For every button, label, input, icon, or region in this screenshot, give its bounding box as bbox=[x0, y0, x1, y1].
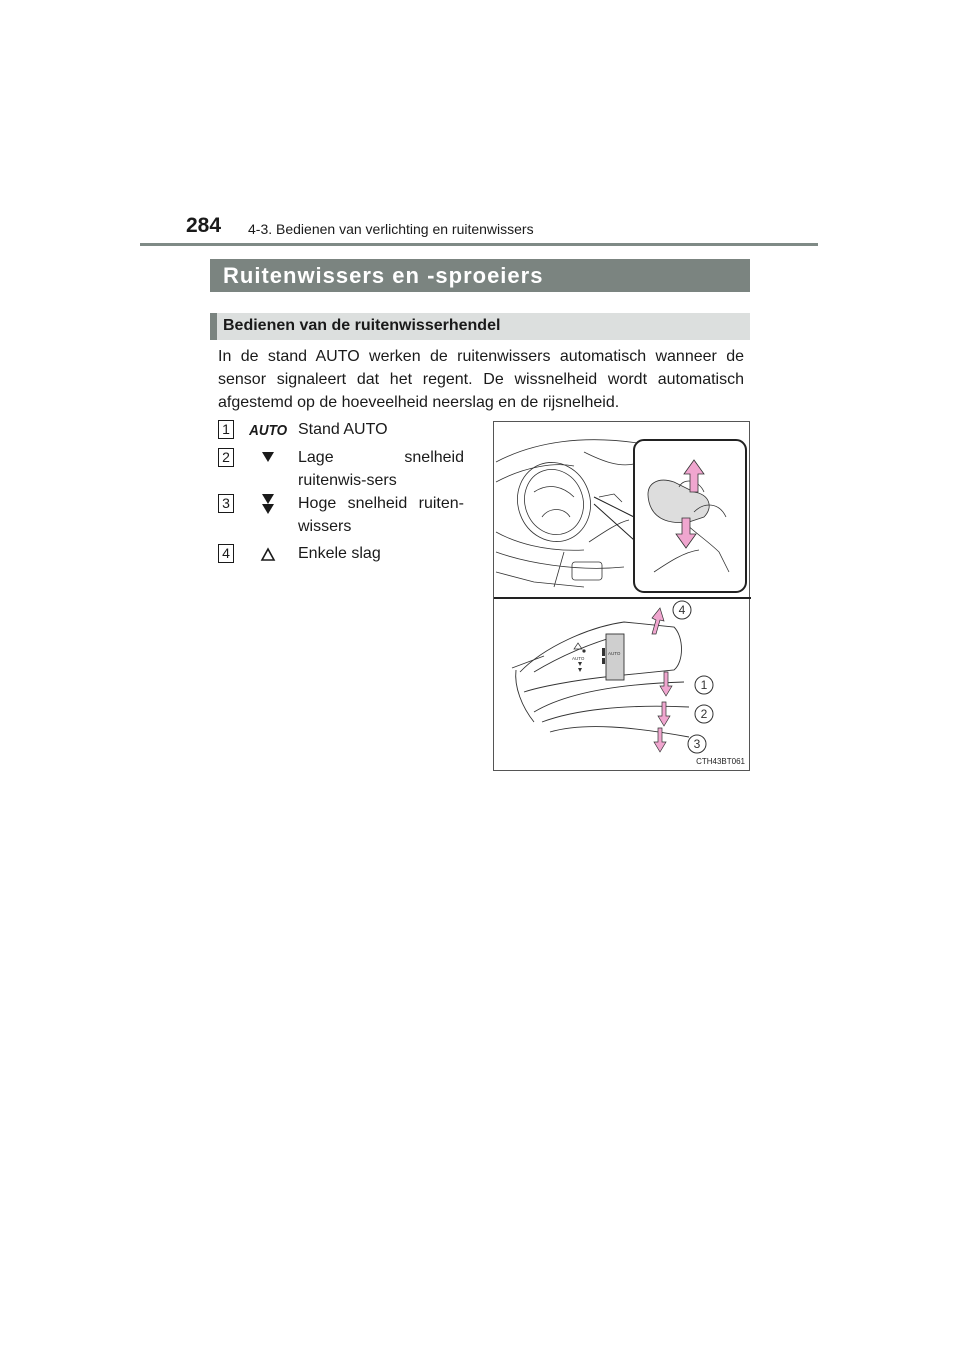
item-number: 3 bbox=[218, 494, 234, 513]
svg-text:1: 1 bbox=[700, 678, 708, 692]
header-rule bbox=[140, 243, 818, 246]
item-text: Lage snelheid ruitenwis-sers bbox=[298, 449, 464, 489]
arrow-auto bbox=[660, 672, 672, 696]
item-text: Hoge snelheid ruiten-wissers bbox=[298, 495, 464, 535]
lever-label-auto-right: AUTO bbox=[608, 651, 621, 656]
svg-text:4: 4 bbox=[678, 603, 686, 617]
item-number: 1 bbox=[218, 420, 234, 439]
callout-3 bbox=[688, 735, 706, 753]
callout-2 bbox=[695, 705, 713, 723]
item-number: 2 bbox=[218, 448, 234, 467]
svg-text:3: 3 bbox=[693, 737, 701, 751]
item-text: Stand AUTO bbox=[298, 421, 388, 438]
cabin-illustration bbox=[496, 440, 644, 587]
single-wipe-triangle-icon bbox=[246, 542, 290, 565]
callout-1 bbox=[695, 676, 713, 694]
arrow-low bbox=[658, 702, 670, 726]
item-number: 4 bbox=[218, 544, 234, 563]
chapter-title: 4-3. Bedienen van verlichting en ruitenwissers bbox=[248, 221, 534, 237]
subsection-title: Bedienen van de ruitenwisserhendel bbox=[210, 313, 750, 340]
single-down-triangle-icon bbox=[246, 446, 290, 469]
double-down-triangle-icon bbox=[246, 492, 290, 515]
item-text: Enkele slag bbox=[298, 545, 381, 562]
arrow-single-wipe bbox=[652, 608, 664, 634]
section-title: Ruitenwissers en -sproeiers bbox=[210, 259, 750, 292]
page-number: 284 bbox=[186, 214, 222, 237]
auto-symbol-icon: AUTO bbox=[248, 422, 287, 439]
figure-code: CTH43BT061 bbox=[696, 757, 745, 766]
callout-4 bbox=[673, 601, 691, 619]
wiper-lever-figure bbox=[493, 421, 750, 771]
lever-label-auto-left: AUTO bbox=[572, 656, 585, 661]
intro-paragraph: In de stand AUTO werken de ruitenwissers automatisch wanneer de sensor signaleert dat het regent. De wissnelheid wordt automatisch afgestemd op de hoeveelheid neerslag en de rijsnelheid. bbox=[218, 348, 744, 411]
svg-text:2: 2 bbox=[700, 707, 708, 721]
